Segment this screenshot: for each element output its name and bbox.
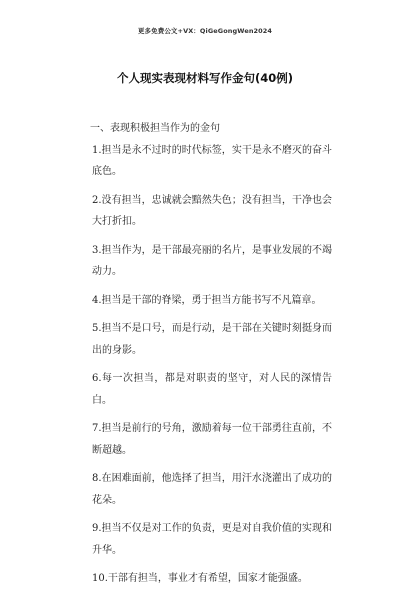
document-title: 个人现实表现材料写作金句(40例) — [116, 71, 293, 85]
list-item: 2.没有担当，忠诚就会黯然失色；没有担当，干净也会大打折扣。 — [92, 194, 332, 227]
list-item: 8.在困难面前，他选择了担当，用汗水浇灌出了成功的花朵。 — [92, 473, 332, 506]
list-item: 4.担当是干部的脊梁，勇于担当方能书写不凡篇章。 — [92, 294, 322, 306]
list-item: 1.担当是永不过时的时代标签，实干是永不磨灭的奋斗底色。 — [92, 144, 332, 177]
section-heading: 一、表现积极担当作为的金句 — [90, 123, 220, 134]
header-note: 更多免费公文+VX：QiGeGongWen2024 — [137, 27, 273, 35]
list-item: 7.担当是前行的号角，激励着每一位干部勇往直前，不断超越。 — [92, 423, 332, 456]
list-item: 3.担当作为，是干部最亮丽的名片，是事业发展的不竭动力。 — [92, 244, 332, 277]
list-item: 6.每一次担当，都是对职责的坚守，对人民的深情告白。 — [92, 373, 332, 406]
document-body — [92, 118, 332, 597]
list-item: 10.干部有担当，事业才有希望，国家才能强盛。 — [92, 573, 308, 584]
list-item: 9.担当不仅是对工作的负责，更是对自我价值的实现和升华。 — [92, 523, 332, 556]
list-item: 5.担当不是口号，而是行动，是干部在关键时刻挺身而出的身影。 — [92, 323, 332, 356]
